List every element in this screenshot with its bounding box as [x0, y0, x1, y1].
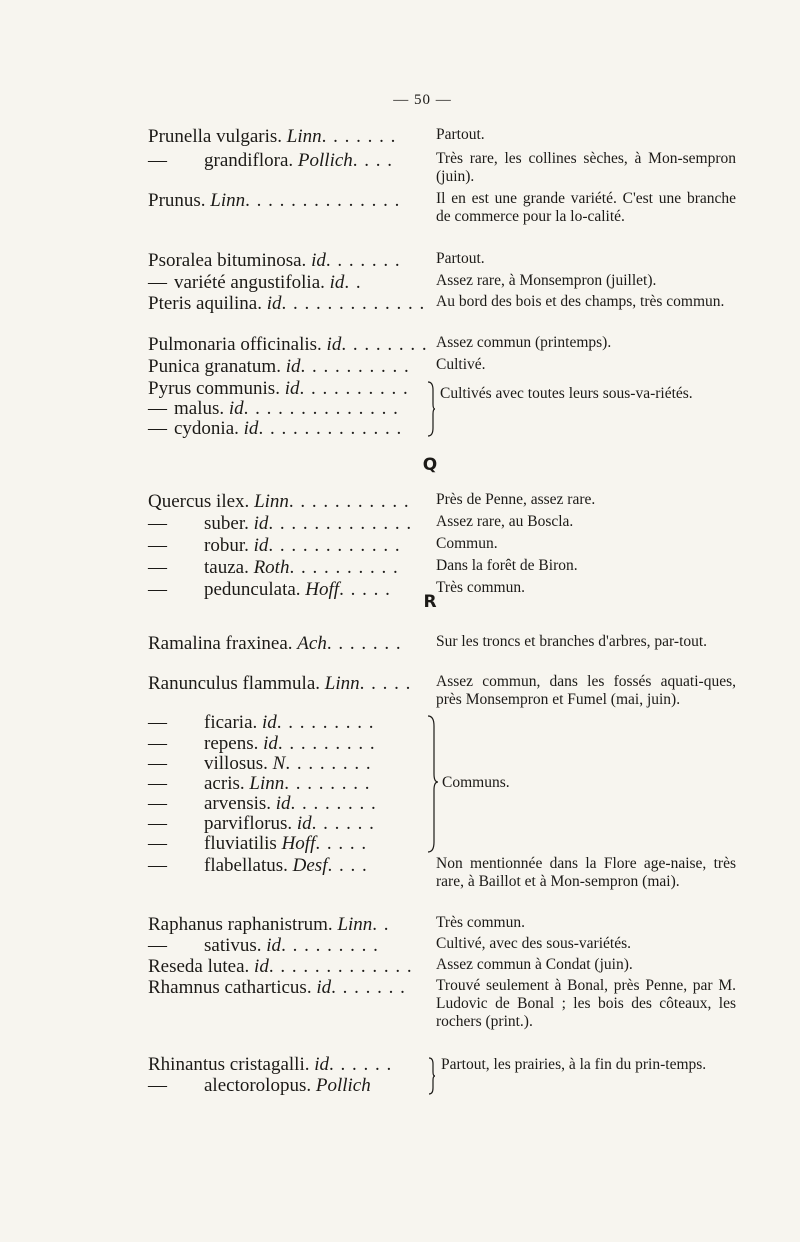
species-author: Ach: [297, 633, 327, 654]
species-name: repens.: [204, 733, 259, 754]
species-name: acris.: [204, 773, 245, 794]
species-name: Ranunculus flammula.: [148, 673, 321, 694]
species-author: Roth: [253, 557, 290, 578]
species-name: cydonia.: [174, 418, 239, 439]
species-author: Linn: [324, 673, 360, 694]
group-habitat: Cultivés avec toutes leurs sous-va-riétés.: [440, 385, 693, 402]
species-author: id: [243, 418, 259, 439]
species-habitat: Assez commun à Condat (juin).: [436, 956, 633, 973]
species-name: alectorolopus.: [204, 1075, 312, 1096]
species-author: Desf: [292, 855, 328, 876]
species-habitat: Près de Penne, assez rare.: [436, 491, 596, 508]
species-habitat: Partout.: [436, 126, 485, 143]
group-brace: [426, 714, 440, 854]
species-author: id: [262, 712, 277, 733]
section-letter-r: R: [423, 592, 437, 612]
species-author: id: [275, 793, 291, 814]
species-name: parviflorus.: [204, 813, 293, 834]
species-habitat: Trouvé seulement à Bonal, près Penne, par M. Ludovic de Bonal ; les bois des côteaux, les rochers (print.).: [436, 977, 736, 1030]
species-name: Reseda lutea.: [148, 956, 250, 977]
species-habitat: Très rare, les collines sèches, à Mon-sempron (juin).: [436, 150, 736, 185]
group-habitat: Communs.: [442, 774, 510, 791]
species-author: id: [326, 334, 342, 355]
species-name: Punica granatum.: [148, 356, 281, 377]
species-author: id: [254, 956, 269, 977]
species-name: Quercus ilex.: [148, 491, 250, 512]
species-author: id: [314, 1054, 330, 1075]
species-author: id: [285, 356, 301, 377]
species-author: id: [266, 293, 282, 314]
species-author: id: [253, 535, 269, 556]
species-author: id: [311, 250, 326, 271]
species-name: Rhinantus cristagalli.: [148, 1054, 310, 1075]
species-author: id: [284, 378, 300, 399]
species-habitat: Assez rare, au Boscla.: [436, 513, 574, 530]
species-name: robur.: [204, 535, 249, 556]
document-page: — 50 — Prunella vulgaris. Linn. . . . . . . Partout. — grandiflora. Pollich. . . . Très rare, les collines sèches, à Mon-sempron (juin). Prunus. Linn. . . . . . . . . . . . . . Il en est une grande variété. C'est une branche de commerce pour la lo-calité. Psoralea bituminosa. id. . . . . . . Partout. — variété angustifolia. id. . Assez rare, à Monsempron (juillet). Pteris aquilina. id. . . . . . . . . . . . . Au bord des bois et des champs, très commun. Pulmonaria officinalis. id. . . . . . . . Assez commun (printemps). Punica granatum. id. . . . . . . . . . Cultivé. Pyrus communis. id. . . . . . . . . . — malus. id. . . . . . . . . . . . . . — cydonia. id. . . . . . . . . . . . . Cultivés avec toutes leurs sous-va-riétés. Q Quercus ilex. Linn. . . . . . . . . . . Près de Penne, assez rare. — suber. id. . . . . . . . . . . . . Assez rare, au Boscla. — robur. id. . . . . . . . . . . . Commun. — tauza. Roth. . . . . . . . . . Dans la forêt de Biron. — pedunculata. Hoff. . . . . Très commun. R Ramalina fraxinea. Ach. . . . . . . Sur les troncs et branches d'arbres, par-tout. Ranunculus flammula. Linn. . . . . Assez commun, dans les fossés aquati-ques, près Monsempron et Fumel (mai, juin). — ficaria. id. . . . . . . . . — repens. id. . . . . . . . . — villosus. N. . . . . . . . — acris. Linn. . . . . . . . — arvensis. id. . . . . . . . — parviflorus. id. . . . . . — fluviatilis Hoff. . . . . Communs. — flabellatus. Desf. . . . Non mentionnée dans la Flore age-naise, très rare, à Baillot et à Mon-sempron (mai). Raphanus raphanistrum. Linn. . Très commun. — sativus. id. . . . . . . . . Cultivé, avec des sous-variétés. Reseda lutea. id. . . . . . . . . . . . . Assez commun à Condat (juin). Rhamnus catharticus. id. . . . . . . Trouvé seulement à Bonal, près Penne, par M. Ludovic de Bonal ; les bois des côteaux, les rochers (print.). Rhinantus cristagalli. id. . . . . . — alectorolopus. Pollich Partout, les prairies, à la fin du prin-temps.: [0, 0, 800, 1242]
species-author: N: [272, 753, 286, 774]
species-name: Ramalina fraxinea.: [148, 633, 293, 654]
species-habitat: Assez commun, dans les fossés aquati-ques, près Monsempron et Fumel (mai, juin).: [436, 673, 736, 708]
species-habitat: Commun.: [436, 535, 498, 552]
species-habitat: Il en est une grande variété. C'est une branche de commerce pour la lo-calité.: [436, 190, 736, 225]
species-habitat: Très commun.: [436, 914, 525, 931]
page-number: — 50 —: [393, 92, 452, 108]
species-name: malus.: [174, 398, 225, 419]
species-habitat: Cultivé, avec des sous-variétés.: [436, 935, 631, 952]
species-name: fluviatilis: [204, 833, 277, 854]
species-author: id: [266, 935, 282, 956]
species-habitat: Cultivé.: [436, 356, 486, 373]
species-author: Pollich: [315, 1075, 371, 1096]
species-name: Raphanus raphanistrum.: [148, 914, 333, 935]
section-letter-q: Q: [422, 455, 438, 475]
species-habitat: Assez rare, à Monsempron (juillet).: [436, 272, 657, 289]
species-author: Hoff: [305, 579, 340, 600]
species-name: Psoralea bituminosa.: [148, 250, 307, 271]
species-name: sativus.: [204, 935, 262, 956]
species-author: Linn: [337, 914, 373, 935]
species-habitat: Très commun.: [436, 579, 525, 596]
species-habitat: Sur les troncs et branches d'arbres, par-tout.: [436, 633, 708, 650]
species-name: Pyrus communis.: [148, 378, 280, 399]
species-author: id: [296, 813, 312, 834]
species-author: Linn: [286, 126, 322, 147]
species-author: Hoff: [281, 833, 316, 854]
species-habitat: Dans la forêt de Biron.: [436, 557, 578, 574]
species-name: Prunella vulgaris.: [148, 126, 283, 147]
species-habitat: Assez commun (printemps).: [436, 334, 612, 351]
species-name: tauza.: [204, 557, 249, 578]
species-name: Rhamnus catharticus.: [148, 977, 312, 998]
species-author: id: [253, 513, 269, 534]
species-habitat: Non mentionnée dans la Flore age-naise, très rare, à Baillot et à Mon-sempron (mai).: [436, 855, 736, 890]
species-author: Linn: [254, 491, 289, 512]
species-author: id: [228, 398, 244, 419]
species-name: arvensis.: [204, 793, 272, 814]
species-name: pedunculata.: [204, 579, 301, 600]
species-author: id: [263, 733, 278, 754]
species-name: villosus.: [204, 753, 268, 774]
species-name: ficaria.: [204, 712, 258, 733]
group-brace: [426, 380, 436, 438]
species-author: Pollich: [297, 150, 353, 171]
species-name: grandiflora.: [204, 150, 294, 171]
group-habitat: Partout, les prairies, à la fin du prin-temps.: [441, 1056, 707, 1073]
species-author: id: [316, 977, 332, 998]
species-name: Prunus.: [148, 190, 206, 211]
species-name: flabellatus.: [204, 855, 288, 876]
species-name: suber.: [204, 513, 249, 534]
species-name: Pulmonaria officinalis.: [148, 334, 322, 355]
species-name: variété angustifolia.: [174, 272, 325, 293]
species-habitat: Au bord des bois et des champs, très commun.: [436, 293, 725, 310]
group-brace: [427, 1056, 437, 1096]
species-author: Linn: [249, 773, 285, 794]
species-author: id: [329, 272, 345, 293]
species-name: Pteris aquilina.: [148, 293, 262, 314]
species-habitat: Partout.: [436, 250, 485, 267]
species-author: Linn: [210, 190, 246, 211]
